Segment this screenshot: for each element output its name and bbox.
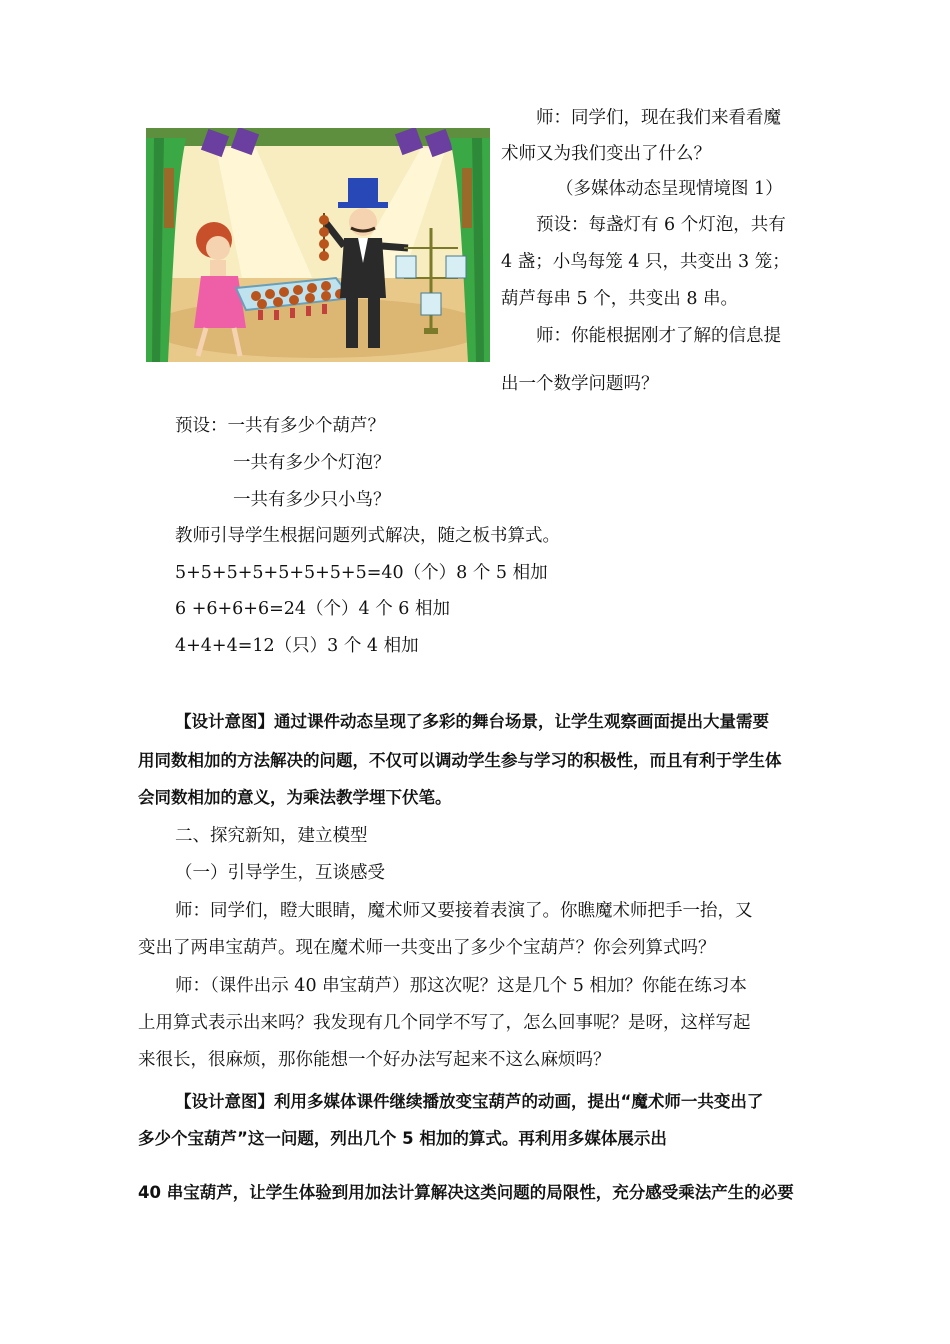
equation-2: 6 +6+6+6=24（个）4 个 6 相加 [175, 599, 450, 619]
design-intent-1-line-2: 用同数相加的方法解决的问题，不仅可以调动学生参与学习的积极性，而且有利于学生体 [138, 751, 782, 770]
intro-line-4: 预设：每盏灯有 6 个灯泡，共有 [536, 215, 786, 235]
paragraph-2-line-2: 上用算式表示出来吗？我发现有几个同学不写了，怎么回事呢？是呀，这样写起 [138, 1013, 751, 1033]
intro-line-5: 4 盏；小鸟每笼 4 只，共变出 3 笼； [501, 252, 790, 272]
intro-line-8: 出一个数学问题吗？ [501, 374, 659, 394]
paragraph-1-line-2: 变出了两串宝葫芦。现在魔术师一共变出了多少个宝葫芦？你会列算式吗？ [138, 938, 716, 958]
subsection-heading: （一）引导学生，互谈感受 [175, 863, 385, 883]
preset-question-3: 一共有多少只小鸟？ [233, 490, 391, 510]
magician-stage-illustration [146, 128, 490, 362]
design-intent-2-line-1: 【设计意图】利用多媒体课件继续播放变宝葫芦的动画，提出“魔术师一共变出了 [175, 1092, 764, 1111]
design-intent-1-line-1: 【设计意图】通过课件动态呈现了多彩的舞台场景，让学生观察画面提出大量需要 [175, 712, 769, 731]
design-intent-2-line-2: 多少个宝葫芦”这一问题，列出几个 5 相加的算式。再利用多媒体展示出 [138, 1129, 667, 1148]
paragraph-2-line-1: 师：（课件出示 40 串宝葫芦）那这次呢？这是几个 5 相加？你能在练习本 [175, 976, 747, 996]
intro-line-7: 师：你能根据刚才了解的信息提 [536, 326, 781, 346]
section-heading: 二、探究新知，建立模型 [175, 826, 368, 846]
intro-line-6: 葫芦每串 5 个，共变出 8 串。 [501, 289, 739, 309]
intro-line-3: （多媒体动态呈现情境图 1） [556, 179, 783, 199]
design-intent-1-line-3: 会同数相加的意义，为乘法教学埋下伏笔。 [138, 788, 452, 807]
paragraph-1-line-1: 师：同学们，瞪大眼睛，魔术师又要接着表演了。你瞧魔术师把手一抬，又 [175, 901, 753, 921]
equation-1: 5+5+5+5+5+5+5+5=40（个）8 个 5 相加 [175, 563, 548, 583]
design-intent-2-line-3: 40 串宝葫芦，让学生体验到用加法计算解决这类问题的局限性，充分感受乘法产生的必要 [138, 1183, 794, 1202]
intro-line-2: 术师又为我们变出了什么？ [501, 144, 711, 164]
teacher-guide: 教师引导学生根据问题列式解决，随之板书算式。 [175, 526, 560, 546]
preset-question-1: 预设：一共有多少个葫芦？ [175, 416, 385, 436]
paragraph-2-line-3: 来很长，很麻烦，那你能想一个好办法写起来不这么麻烦吗？ [138, 1050, 611, 1070]
intro-line-1: 师：同学们，现在我们来看看魔 [536, 108, 781, 128]
preset-question-2: 一共有多少个灯泡？ [233, 453, 391, 473]
equation-3: 4+4+4=12（只）3 个 4 相加 [175, 636, 419, 656]
